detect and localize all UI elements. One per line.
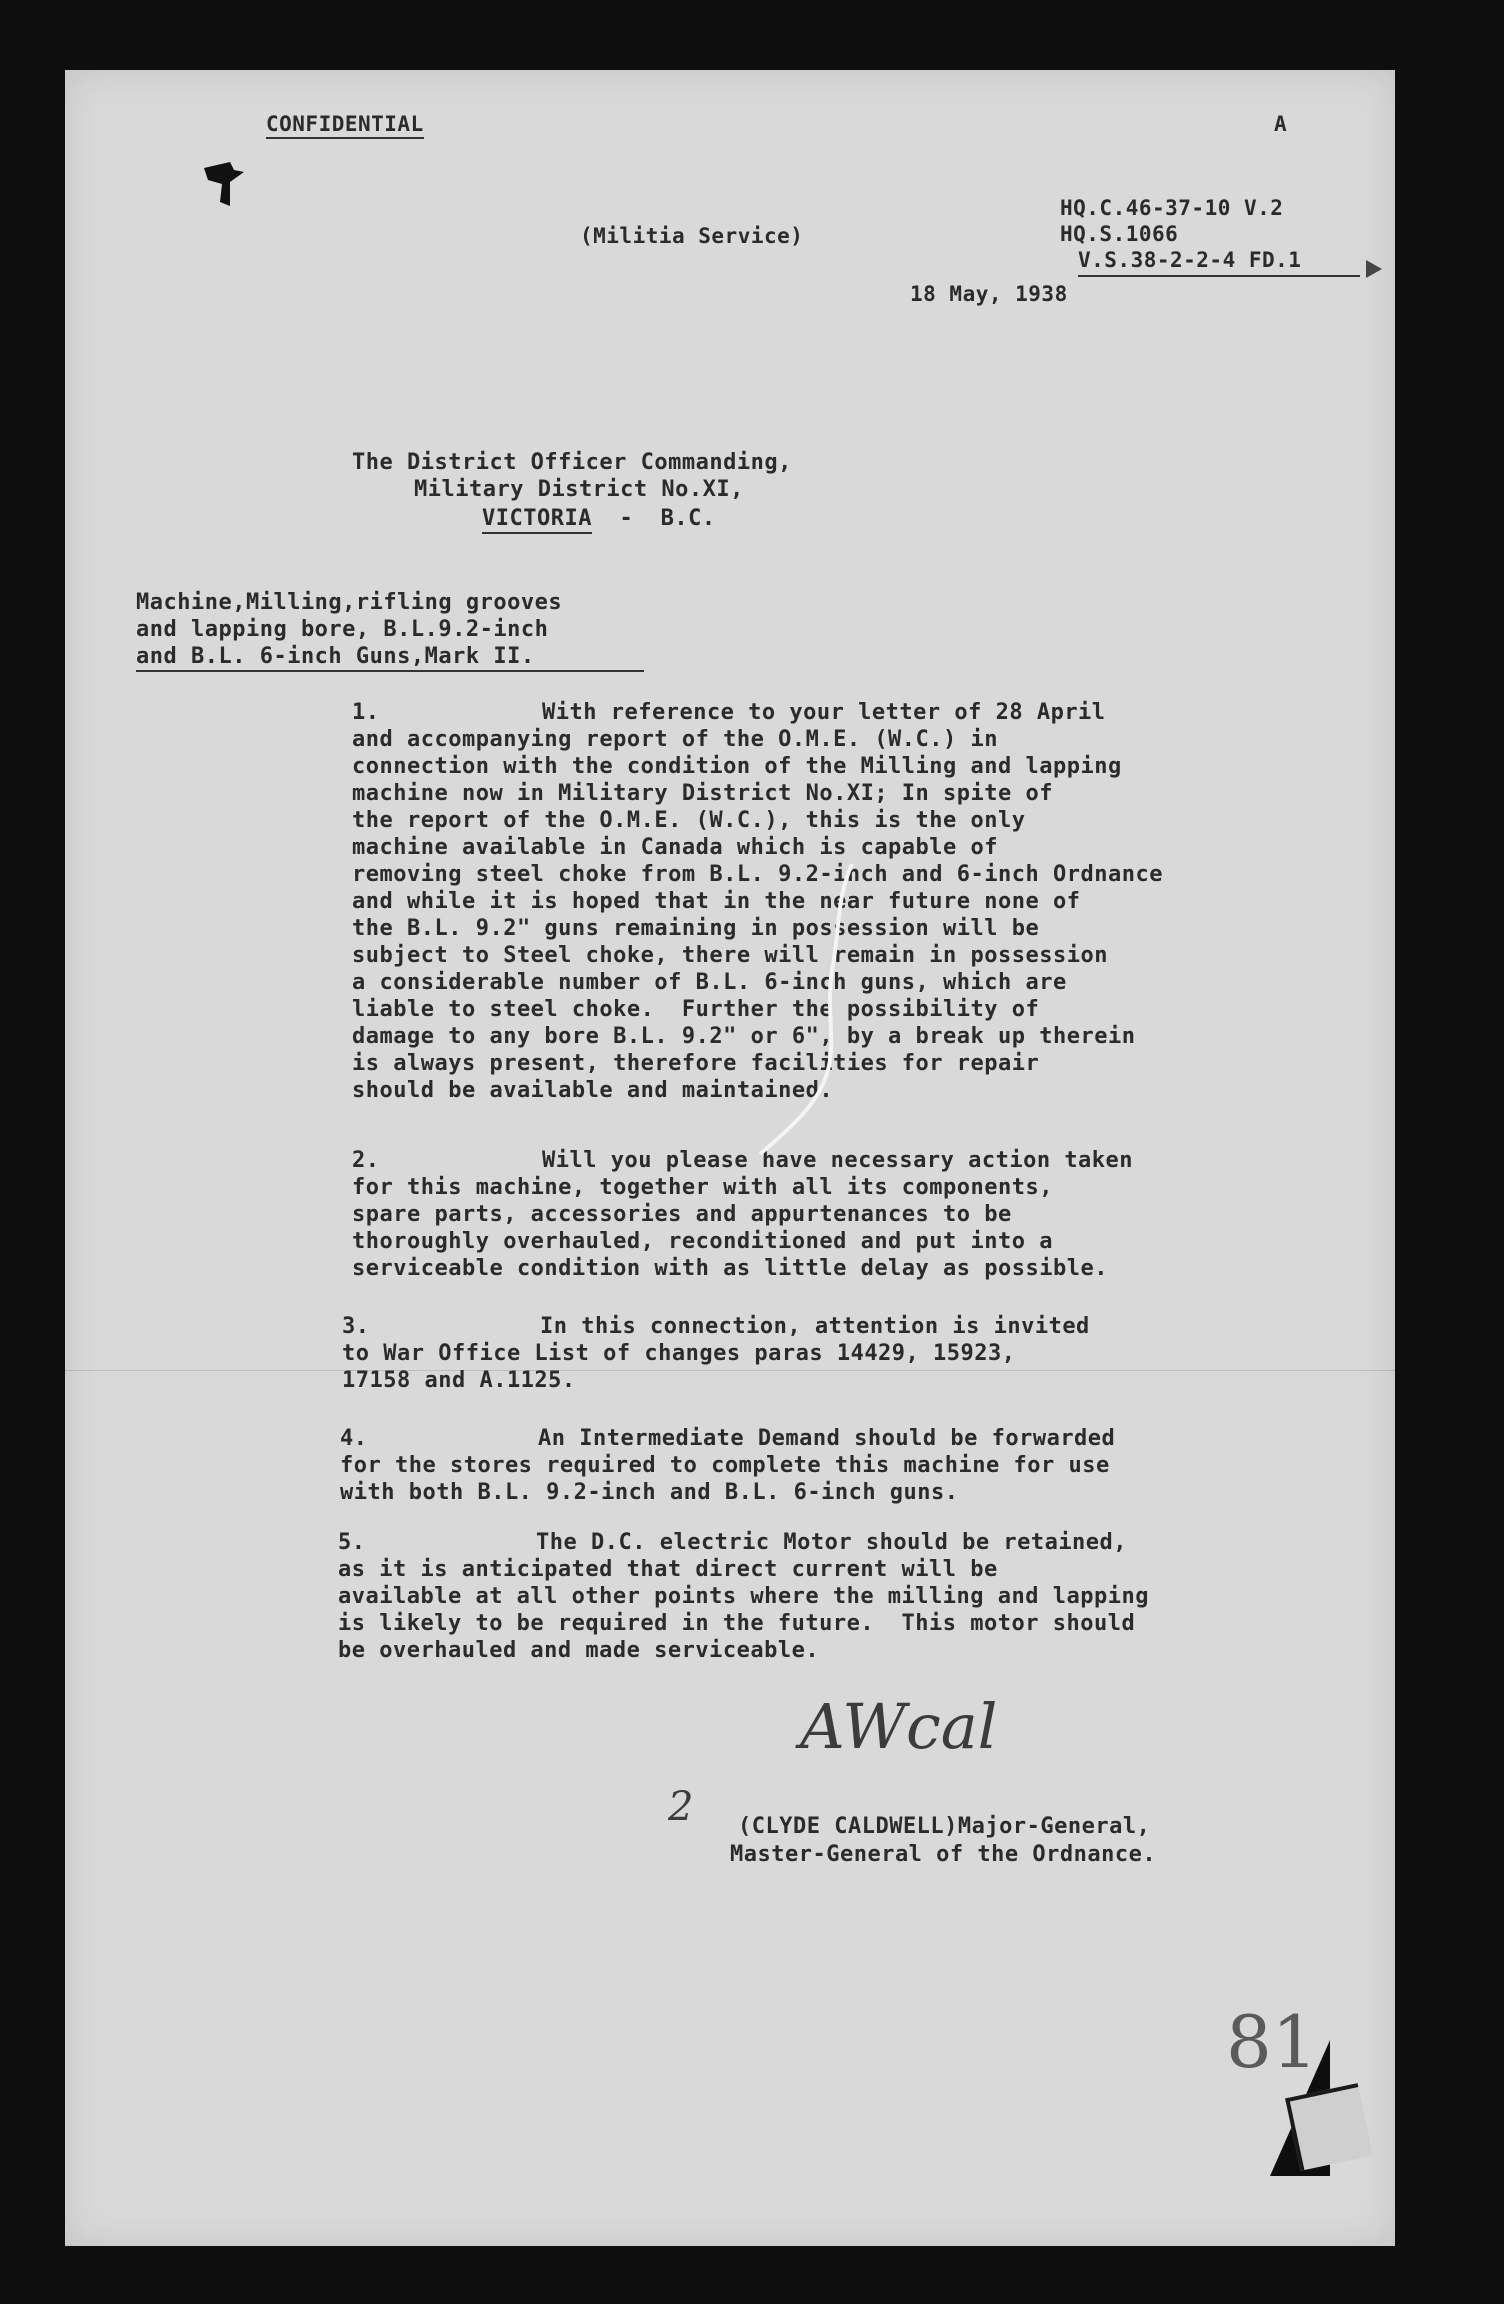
classification-label: CONFIDENTIAL bbox=[266, 112, 424, 139]
signature-mark: 2 bbox=[668, 1784, 694, 1830]
paragraph-line: damage to any bore B.L. 9.2" or 6", by a break up therein bbox=[352, 1024, 1136, 1049]
paragraph-line: be overhauled and made serviceable. bbox=[338, 1638, 820, 1663]
paragraph-line: for the stores required to complete this machine for use bbox=[340, 1453, 1110, 1478]
paragraph-number: 5. bbox=[338, 1530, 366, 1555]
paragraph-line: connection with the condition of the Milling and lapping bbox=[352, 754, 1122, 779]
paragraph-line: serviceable condition with as little delay as possible. bbox=[352, 1256, 1108, 1281]
pin-hole-icon bbox=[200, 160, 248, 210]
fold-crease bbox=[65, 1370, 1395, 1371]
paragraph-line: subject to Steel choke, there will remain in possession bbox=[352, 943, 1108, 968]
paragraph-line: is always present, therefore facilities for repair bbox=[352, 1051, 1040, 1076]
paragraph-line: In this connection, attention is invited bbox=[540, 1314, 1090, 1339]
paper-tear-mark bbox=[740, 860, 880, 1160]
paragraph-line: machine now in Military District No.XI; In spite of bbox=[352, 781, 1054, 806]
document-date: 18 May, 1938 bbox=[910, 282, 1068, 306]
paragraph-line: Will you please have necessary action taken bbox=[542, 1148, 1134, 1173]
paragraph-line: spare parts, accessories and appurtenances to be bbox=[352, 1202, 1012, 1227]
paragraph-line: to War Office List of changes paras 14429, 15923, bbox=[342, 1341, 1016, 1366]
paragraph-number: 1. bbox=[352, 700, 380, 725]
subject-line-1: Machine,Milling,rifling grooves bbox=[136, 590, 563, 615]
paragraph-number: 2. bbox=[352, 1148, 380, 1173]
paragraph-line: 17158 and A.1125. bbox=[342, 1368, 576, 1393]
ref-arrow-icon bbox=[1364, 258, 1384, 280]
paragraph-line: the report of the O.M.E. (W.C.), this is the only bbox=[352, 808, 1026, 833]
paragraph-line: With reference to your letter of 28 April bbox=[542, 700, 1106, 725]
file-ref-1: HQ.C.46-37-10 V.2 bbox=[1060, 196, 1284, 220]
paragraph-line: liable to steel choke. Further the possibility of bbox=[352, 997, 1040, 1022]
page-number: 81 bbox=[1226, 2000, 1318, 2084]
paragraph-line: and while it is hoped that in the near future none of bbox=[352, 889, 1081, 914]
paragraph-line: and accompanying report of the O.M.E. (W.C.) in bbox=[352, 727, 999, 752]
paragraph-line: thoroughly overhauled, reconditioned and put into a bbox=[352, 1229, 1054, 1254]
paragraph-line: the B.L. 9.2" guns remaining in possession will be bbox=[352, 916, 1040, 941]
service-label: (Militia Service) bbox=[580, 224, 804, 248]
paragraph-line: The D.C. electric Motor should be retained, bbox=[536, 1530, 1128, 1555]
paragraph-line: available at all other points where the milling and lapping bbox=[338, 1584, 1149, 1609]
addressee-line-2: Military District No.XI, bbox=[414, 477, 744, 502]
paragraph-line: for this machine, together with all its components, bbox=[352, 1175, 1054, 1200]
signatory-title: Master-General of the Ordnance. bbox=[730, 1842, 1157, 1867]
subject-underline bbox=[136, 670, 644, 672]
signature: AWcal bbox=[800, 1690, 998, 1763]
subject-line-2: and lapping bore, B.L.9.2-inch bbox=[136, 617, 549, 642]
corner-letter: A bbox=[1274, 112, 1288, 136]
paragraph-line: An Intermediate Demand should be forwarded bbox=[538, 1426, 1116, 1451]
subject-line-3: and B.L. 6-inch Guns,Mark II. bbox=[136, 644, 535, 669]
paragraph-line: is likely to be required in the future. This motor should bbox=[338, 1611, 1136, 1636]
paragraph-line: should be available and maintained. bbox=[352, 1078, 834, 1103]
paragraph-line: as it is anticipated that direct current will be bbox=[338, 1557, 998, 1582]
addressee-line-1: The District Officer Commanding, bbox=[352, 450, 792, 475]
paragraph-line: with both B.L. 9.2-inch and B.L. 6-inch guns. bbox=[340, 1480, 959, 1505]
paragraph-number: 3. bbox=[342, 1314, 370, 1339]
ref-underline bbox=[1078, 275, 1360, 277]
paragraph-number: 4. bbox=[340, 1426, 368, 1451]
folded-corner bbox=[1285, 2083, 1373, 2171]
paragraph-line: removing steel choke from B.L. 9.2-inch and 6-inch Ordnance bbox=[352, 862, 1163, 887]
paragraph-line: a considerable number of B.L. 6-inch guns, which are bbox=[352, 970, 1067, 995]
paragraph-line: machine available in Canada which is capable of bbox=[352, 835, 999, 860]
file-ref-2: HQ.S.1066 bbox=[1060, 222, 1179, 246]
file-ref-3: V.S.38-2-2-4 FD.1 bbox=[1078, 248, 1302, 272]
addressee-line-3: VICTORIA - B.C. bbox=[482, 506, 716, 531]
victoria-underline bbox=[482, 532, 592, 534]
signatory-name: (CLYDE CALDWELL)Major-General, bbox=[738, 1814, 1151, 1839]
